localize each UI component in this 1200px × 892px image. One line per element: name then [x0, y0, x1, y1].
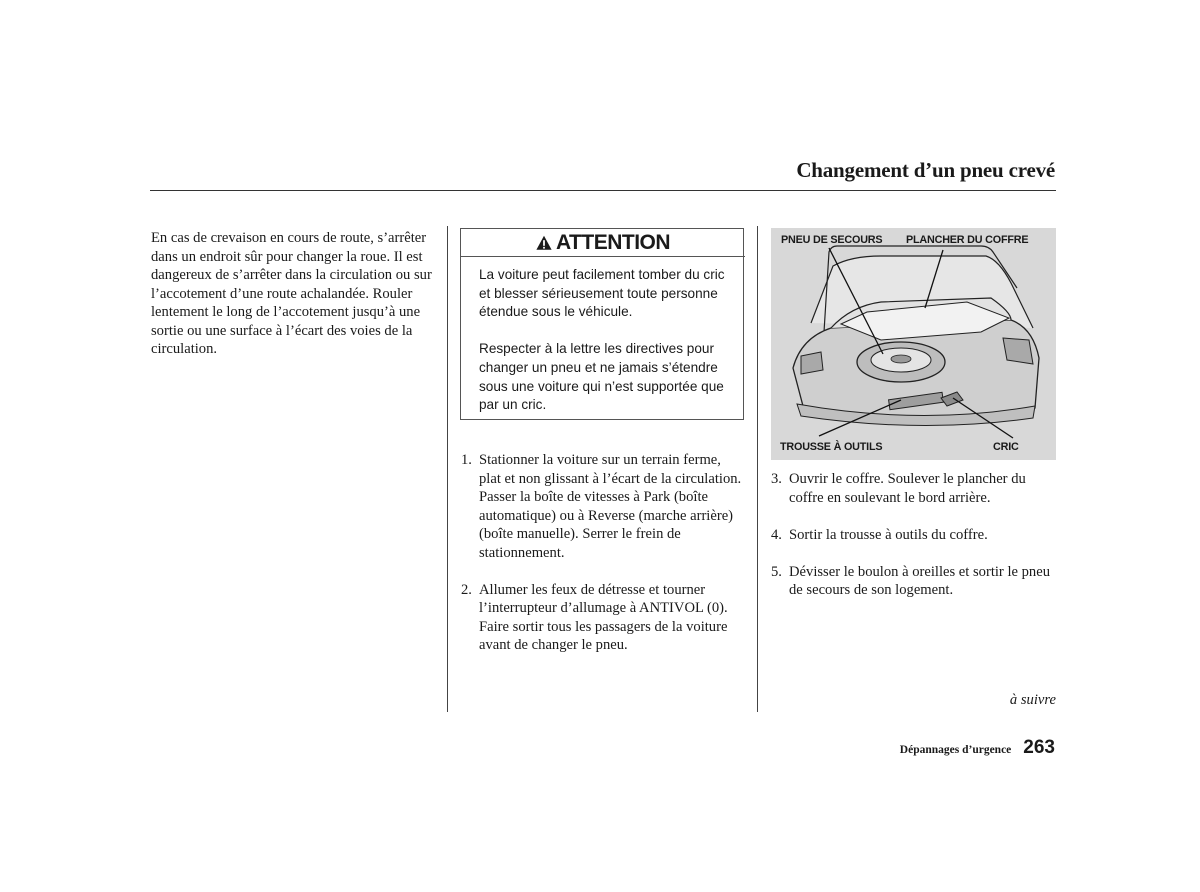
page-title: Changement d’un pneu crevé [796, 158, 1055, 182]
steps-list-right [771, 470, 1053, 618]
step-item [771, 526, 1053, 545]
warning-body [479, 266, 731, 433]
step-text: Sortir la trousse à outils du coffre. [789, 526, 988, 543]
step-number: 4. [771, 526, 782, 543]
step-number: 2. [461, 581, 472, 598]
label-spare-tire: PNEU DE SECOURS [781, 234, 883, 246]
step-text: Dévisser le boulon à oreilles et sortir le pneu de secours de son logement. [789, 563, 1050, 598]
label-trunk-floor: PLANCHER DU COFFRE [906, 234, 1029, 246]
step-text: Ouvrir le coffre. Soulever le plancher du coffre en soulevant le bord arrière. [789, 471, 1026, 506]
warning-heading: ATTENTION [555, 230, 671, 254]
column-divider-right [757, 226, 758, 712]
trunk-drawing [771, 228, 1056, 460]
step-number: 1. [461, 452, 472, 468]
step-number: 5. [771, 563, 782, 580]
footer-section-name: Dépannages d’urgence [899, 744, 1012, 756]
warning-paragraph: Respecter à la lettre les directives pour changer un pneu et ne jamais s’étendre sous une voiture qui n’est supportée que par un cric. [479, 341, 724, 413]
step-number: 3. [771, 471, 782, 487]
warning-box [460, 228, 744, 420]
step-item [771, 470, 1053, 507]
label-jack: CRIC [993, 441, 1019, 453]
step-item [771, 563, 1053, 600]
title-underline [150, 190, 1056, 191]
step-item [461, 451, 743, 562]
warning-header [461, 229, 745, 257]
intro-paragraph: En cas de crevaison en cours de route, s’arrêter dans un endroit sûr pour changer la roue. Il est dangereux de s’arrêter dans la circulation ou sur l’accotement d’une route achalandée. Rouler lentement le long de l’accotement jusqu’à une sortie ou une surface à l’écart des voies de la circulation. [151, 230, 432, 357]
step-item [461, 581, 743, 655]
trunk-illustration [771, 228, 1056, 460]
warning-triangle-icon [536, 235, 552, 251]
step-text: Allumer les feux de détresse et tourner l’interrupteur d’allumage à ANTIVOL (0). Faire sortir tous les passagers de la voiture avant de changer le pneu. [479, 581, 728, 653]
steps-list-middle [461, 451, 743, 673]
column-divider-left [447, 226, 448, 712]
page-number: 263 [1023, 737, 1055, 758]
warning-paragraph: La voiture peut facilement tomber du cric et blesser sérieusement toute personne étendue sous le véhicule. [479, 267, 725, 320]
continued-note: à suivre [1009, 692, 1056, 708]
intro-column [151, 229, 433, 359]
step-text: Stationner la voiture sur un terrain ferme, plat et non glissant à l’écart de la circulation. Passer la boîte de vitesses à Park (boîte automatique) ou à Reverse (marche arrière) (boîte manuelle). Serrer le frein de stationnement. [479, 452, 742, 561]
page-footer [900, 737, 1055, 759]
label-tool-kit: TROUSSE À OUTILS [780, 441, 883, 453]
